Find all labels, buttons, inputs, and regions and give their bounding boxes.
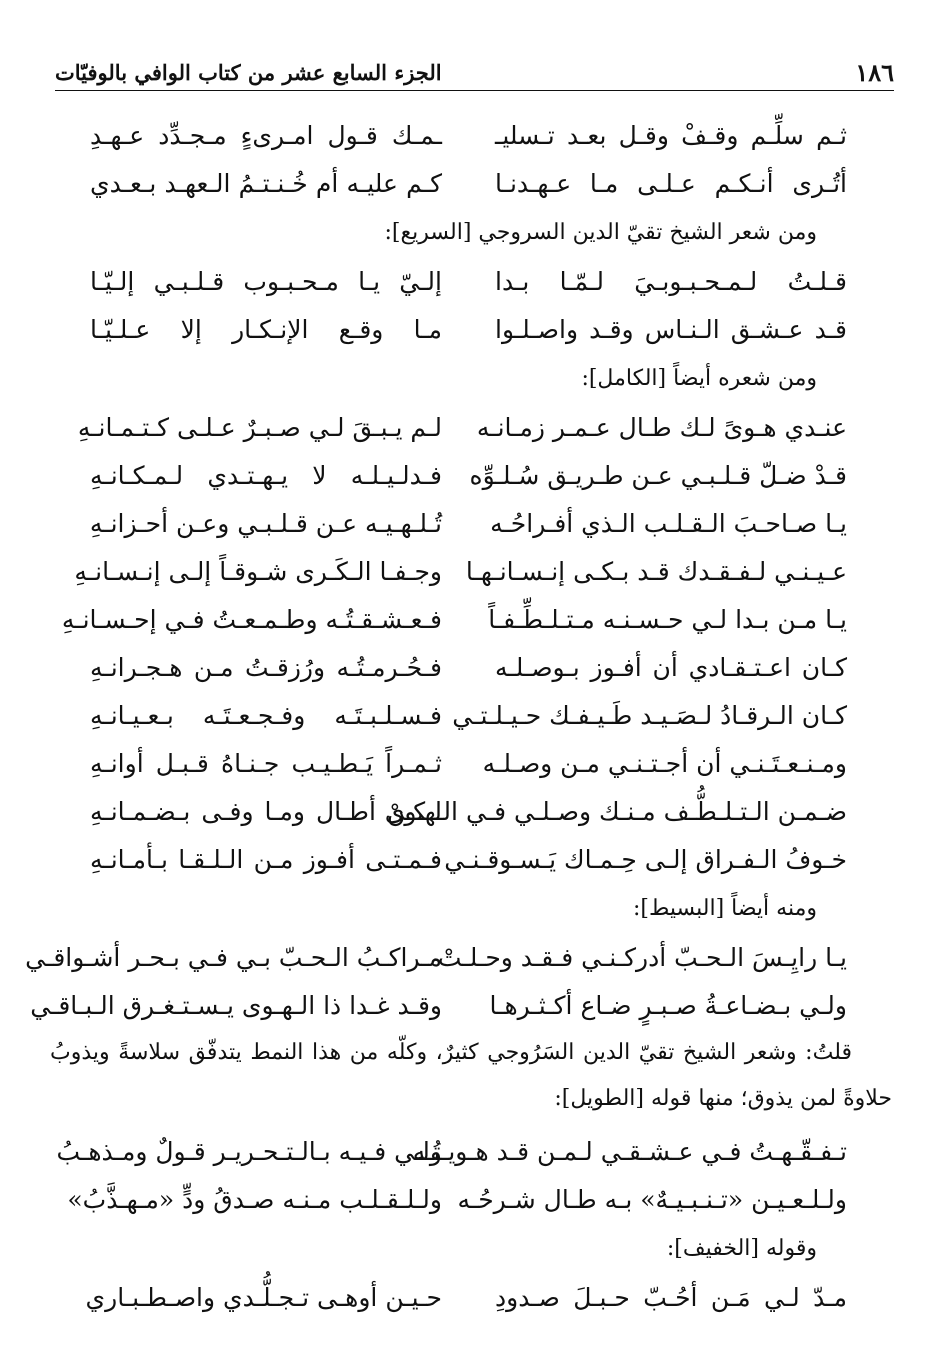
first-hemistich: ضـمـن الـتـلـطُّـف مـنـك وصـلـي فـي الـهـوى	[384, 797, 847, 826]
verse-line	[74, 548, 847, 596]
first-hemistich: قـلـتُ لـمـحـبـوبـيَ لـمّـا بـدا	[495, 267, 847, 296]
verse-line	[56, 1128, 847, 1176]
second-hemistich: وجـفـا الـكَـرى شـوقـاً إلـى إنـسـانـهِ	[74, 557, 442, 586]
second-hemistich: ـمـك قـول امـرىءٍ مـجـدِّد عـهـدِ	[90, 121, 442, 150]
verse-line	[25, 934, 847, 982]
verse-line	[90, 788, 847, 836]
second-hemistich: مـراكـبُ الـحـبّ بـي فـي بـحـر أشـواقـي	[25, 943, 442, 972]
first-hemistich: أتُـرى أنـكـم عـلـى مـا عـهـدنـا	[495, 169, 847, 198]
second-hemistich: ولـي فـيـه بـالـتـحـريـر قـولٌ ومـذهـبُ	[56, 1137, 442, 1166]
second-hemistich: حـيـن أوهـى تـجـلُّـدي واصـطـبـاري	[85, 1283, 442, 1312]
verse-line	[90, 306, 847, 354]
poem-intro: ومنه أيضاً [البسيط]:	[632, 896, 817, 921]
first-hemistich: يـا رايِـسَ الـحـبّ أدركـنـي فـقـد وحـلـتْ	[437, 943, 847, 972]
second-hemistich: إلـيّ يـا مـحـبـوب قـلـبـي إلـيّـا	[90, 267, 442, 296]
first-hemistich: كـان الـرقـادُ لـصَـيـد طَـيـفـك حـيـلـتـي	[452, 701, 847, 730]
poem-intro: وقوله [الخفيف]:	[666, 1236, 817, 1261]
second-hemistich: لـكـنْ أطـال ومـا وفـى بـضـمـانـهِ	[90, 797, 442, 826]
page-header	[55, 56, 894, 91]
second-hemistich: فـحُـرمـتُـه ورُزقـتُ مـن هـجـرانـهِ	[90, 653, 442, 682]
first-hemistich: ولـلـعـيـن «تـنـبـيـهٌ» بـه طـال شـرحُـه	[457, 1185, 847, 1214]
page-number: ١٨٦	[855, 58, 894, 87]
first-hemistich: يـا مـن بـدا لـي حـسـنـه مـتـلـطِّـفـاً	[488, 605, 847, 634]
verse-line	[90, 112, 847, 160]
second-hemistich: وقـد غـدا ذا الـهـوى يـسـتـغـرق الـبـاقـي	[30, 991, 442, 1020]
verse-line	[30, 982, 847, 1030]
second-hemistich: فـمـتـى أفـوز مـن الـلـقـا بـأمـانـهِ	[90, 845, 442, 874]
first-hemistich: كـان اعـتـقـادي أن أفـوز بـوصـلـه	[495, 653, 847, 682]
verse-line	[90, 740, 847, 788]
verse-line	[90, 160, 847, 208]
first-hemistich: قـدْ ضـلّ قـلـبـي عـن طـريـق سُـلـوِّه	[469, 461, 847, 490]
first-hemistich: عنـدي هـوىً لـك طـال عـمـر زمـانـه	[476, 413, 847, 442]
first-hemistich: ولـي بـضـاعـةُ صـبـرٍ ضـاع أكـثـرهـا	[489, 991, 847, 1020]
verse-line	[90, 452, 847, 500]
prose-paragraph: قلتُ: وشعر الشيخ تقيّ الدين السَرُوجي كثيرٌ، وكلّه من هذا النمط يتدفّق سلاسةً ويذوبُ حلاوةً لمن يذوق؛ منها قوله [الطويل]:	[50, 1040, 892, 1111]
first-hemistich: يـا صـاحـبَ الـقـلـب الـذي أفـراحُـه	[490, 509, 847, 538]
first-hemistich: ومـنـعـتَـنـي أن أجـتـنـي مـن وصـلـه	[482, 749, 847, 778]
second-hemistich: لـم يـبـقَ لـي صـبـرٌ عـلـى كـتـمـانـهِ	[77, 413, 442, 442]
first-hemistich: عـيـنـي لـفـقـدك قـد بـكـى إنـسـانـهـا	[465, 557, 847, 586]
verse-line	[67, 1176, 847, 1224]
second-hemistich: ولـلـقـلـب مـنـه صـدقُ ودٍّ «مـهـذَّبُ»	[67, 1185, 442, 1214]
verse-line	[90, 258, 847, 306]
second-hemistich: فـدلـيـلـه لا يـهـتـدي لـمـكـانـهِ	[90, 461, 442, 490]
verse-line	[90, 644, 847, 692]
poem-intro: ومن شعر الشيخ تقيّ الدين السروجي [السريع]:	[384, 220, 817, 245]
second-hemistich: مـا وقـع الإنـكـار إلا عـلـيّـا	[90, 315, 442, 344]
verse-line	[90, 500, 847, 548]
second-hemistich: ثـمـراً يَـطـيـب جـنـاهُ قـبـل أوانـهِ	[90, 749, 442, 778]
verse-line	[77, 404, 847, 452]
second-hemistich: تُـلـهـيـه عـن قـلـبـي وعـن أحـزانـهِ	[89, 509, 442, 538]
second-hemistich: فـسـلـبـتَـه وفـجـعـتَـه بـعـيـانـهِ	[90, 701, 442, 730]
verse-line	[61, 596, 847, 644]
running-title: الجزء السابع عشر من كتاب الوافي بالوفيّات	[55, 60, 442, 85]
verse-line	[85, 1274, 847, 1322]
first-hemistich: مـدّ لـي مَـن أحُـبّ حـبـلَ صـدودِ	[495, 1283, 847, 1312]
first-hemistich: تـفـقّـهـتُ فـي عـشـقـي لـمـن قـد هـويـتُـه	[412, 1137, 847, 1166]
verse-line	[90, 836, 847, 884]
second-hemistich: كـم عليـه أم خُـنـتـمُ الـعهـد بـعـدي	[90, 169, 442, 198]
verse-line	[90, 692, 847, 740]
page-content	[25, 112, 892, 1322]
poem-intro: ومن شعره أيضاً [الكامل]:	[581, 366, 817, 391]
first-hemistich: قـد عـشـق الـنـاس وقـد واصـلـوا	[495, 315, 847, 344]
first-hemistich: خـوفُ الـفـراق إلـى حِـمـاك يَـسـوقـنـي	[444, 845, 847, 874]
second-hemistich: فـعـشـقـتُـه وطـمـعـتُ فـي إحـسـانـهِ	[61, 605, 442, 634]
first-hemistich: ثـم سلِّـم وقـفْ وقـل بعـد تـسليـ	[495, 121, 847, 150]
